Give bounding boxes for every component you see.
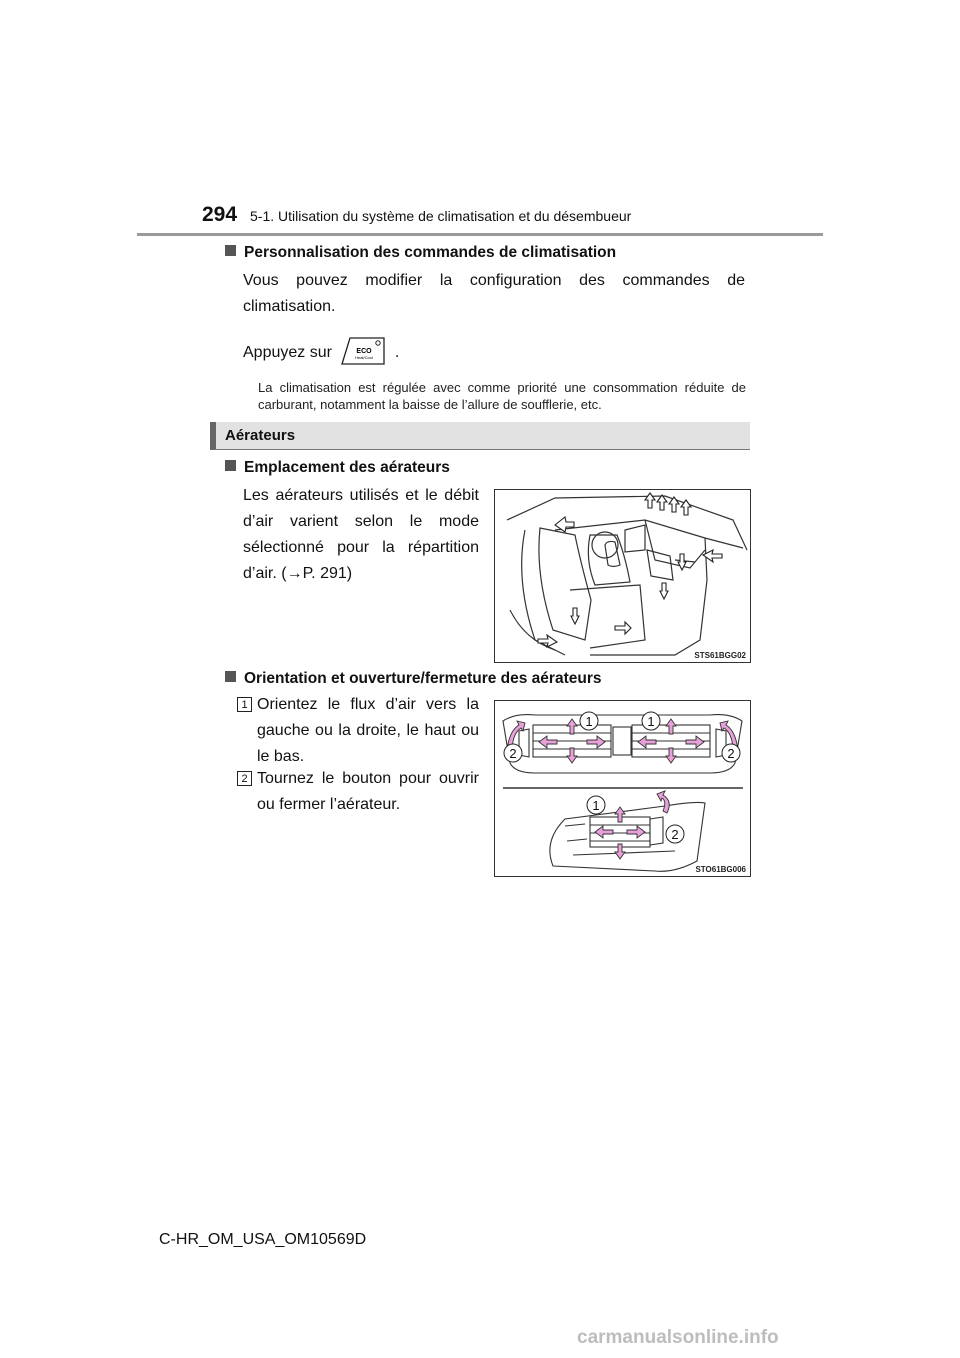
eco-button-icon — [340, 336, 386, 366]
chapter-title: 5-1. Utilisation du système de climatisation et du désembueur — [250, 208, 632, 224]
customization-note: La climatisation est régulée avec comme priorité une consommation réduite de carburant, notamment la baisse de l’allure de soufflerie, etc. — [258, 380, 746, 412]
page-number: 294 — [202, 203, 238, 226]
step-row — [237, 692, 479, 770]
callout-1a: 1 — [585, 714, 593, 729]
step-text: Orientez le flux d’air vers la gauche ou la droite, le haut ou le bas. — [257, 696, 479, 765]
watermark: carmanualsonline.info — [577, 1327, 779, 1348]
square-bullet-icon — [225, 460, 236, 471]
customization-text-line2 — [243, 294, 745, 320]
location-text: Les aérateurs utilisés et le débit d’air varient selon le mode sélectionné pour la répartition d’air. (→P. 291) — [243, 487, 479, 582]
header-rule — [137, 233, 823, 236]
press-suffix: . — [394, 344, 400, 361]
car-interior-illustration — [495, 490, 750, 662]
orientation-heading-text: Orientation et ouverture/fermeture des aérateurs — [244, 670, 602, 687]
orientation-step-1 — [237, 692, 479, 770]
section-title: Aérateurs — [225, 427, 296, 444]
square-bullet-icon — [225, 245, 236, 256]
figure-code: STO61BG006 — [695, 865, 746, 874]
press-instruction — [243, 336, 399, 366]
customization-heading — [225, 244, 616, 262]
callout-1c: 1 — [592, 798, 600, 813]
square-bullet-icon — [225, 671, 236, 682]
callout-2c: 2 — [671, 827, 679, 842]
callout-2b: 2 — [727, 746, 735, 761]
vent-illustration — [495, 701, 750, 876]
customization-heading-text: Personnalisation des commandes de climatisation — [244, 244, 617, 261]
eco-sublabel: Heat/Cool — [355, 355, 374, 360]
step-row — [237, 766, 479, 818]
vent-orientation-figure — [494, 700, 751, 877]
customization-text-line1 — [243, 268, 745, 294]
callout-2a: 2 — [509, 746, 517, 761]
callout-1b: 1 — [647, 714, 655, 729]
press-prefix: Appuyez sur — [243, 344, 332, 361]
customization-text-wrap — [243, 294, 745, 320]
eco-label: ECO — [356, 348, 372, 355]
location-heading-text: Emplacement des aérateurs — [244, 459, 450, 476]
step-number-icon: 1 — [237, 697, 252, 712]
step-text: Tournez le bouton pour ouvrir ou fermer l’aérateur. — [257, 770, 479, 813]
orientation-heading — [225, 670, 601, 688]
document-code: C-HR_OM_USA_OM10569D — [159, 1231, 367, 1248]
figure-code: STS61BGG02 — [694, 651, 746, 660]
location-heading — [225, 459, 450, 477]
customization-text: Vous pouvez modifier la configuration des commandes de — [243, 272, 745, 289]
step-number-icon: 2 — [237, 771, 252, 786]
section-band — [210, 422, 750, 450]
vent-location-figure — [494, 489, 751, 663]
customization-text-continued: climatisation. — [243, 298, 336, 315]
orientation-step-2 — [237, 766, 479, 818]
